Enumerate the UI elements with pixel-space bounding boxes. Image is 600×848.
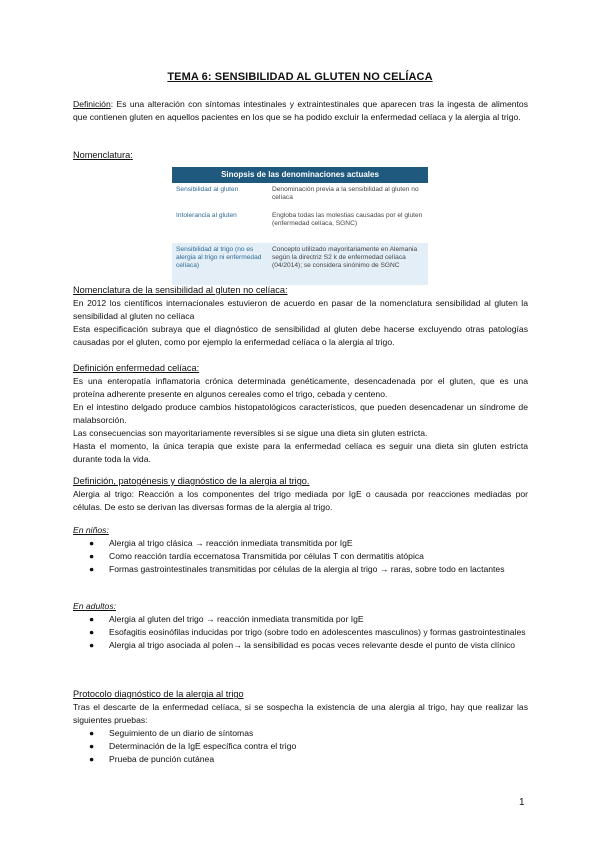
list-item-text: Seguimiento de un diario de síntomas (109, 728, 254, 738)
table-row (172, 183, 428, 209)
page-number: 1 (519, 797, 525, 808)
nomenclature-sensitivity-p1: En 2012 los científicos internacionales estuvieron de acuerdo en pasar de la nomenclatura sensibilidad al gluten la sensibilidad al gluten no celíaca (73, 298, 528, 321)
table-row (172, 243, 428, 285)
table-term: Sensibilidad al trigo (no es alergia al trigo ni enfermedad celíaca) (176, 246, 262, 269)
list-item-text: Alergia al trigo clásica → reacción inmediata transmitida por IgE (109, 538, 353, 548)
list-item-text: Determinación de la IgE específica contra el trigo (109, 741, 297, 751)
definition-label: Definición (73, 99, 111, 109)
adults-list (73, 613, 528, 652)
table-desc: Concepto utilizado mayoritariamente en Alemania según la directriz S2 k de enfermedad celíaca (04/2014); se considera sinónimo de SGNC (272, 246, 418, 269)
allergy-heading-text: Definición, patogénesis y diagnóstico de la alergia al trigo (73, 476, 307, 486)
allergy-p1: Alergia al trigo: Reacción a los componentes del trigo mediada por IgE o causada por reacciones mediadas por células. De esto se derivan las diversas formas de la alergia al trigo. (73, 489, 528, 512)
celiac-p1: Es una enteropatía inflamatoria crónica determinada genéticamente, desencadenada por el gluten, que es una proteína adherente presente en algunos cereales como el trigo, cebada y centeno. (73, 376, 528, 399)
nomenclature-sensitivity-p2: Esta especificación subraya que el diagnóstico de sensibilidad al gluten debe hacerse excluyendo otras patologías causadas por el gluten, como por ejemplo la enfermedad celíaca o la alergia al trigo. (73, 324, 528, 347)
nomenclature-heading: Nomenclatura: (73, 150, 133, 160)
bullet-icon: ● (89, 754, 95, 764)
celiac-p3: Las consecuencias son mayoritariamente reversibles si se sigue una dieta sin gluten estricta. (73, 428, 428, 438)
table-desc: Engloba todas las molestias causadas por el gluten (enfermedad celíaca, SGNC) (272, 212, 423, 227)
bullet-icon: ● (89, 538, 95, 548)
bullet-icon: ● (89, 614, 95, 624)
list-item (73, 753, 528, 766)
table-header: Sinopsis de las denominaciones actuales (172, 167, 428, 183)
allergy-heading-dot: . (306, 476, 310, 486)
protocol-list (73, 727, 528, 766)
adults-label: En adultos: (73, 601, 116, 611)
list-item (73, 727, 528, 740)
protocol-heading: Protocolo diagnóstico de la alergia al trigo (73, 689, 244, 699)
nomenclature-label: Nomenclatura (73, 150, 131, 160)
list-item (73, 740, 528, 753)
list-item (73, 639, 528, 652)
list-item (73, 537, 528, 550)
bullet-icon: ● (89, 640, 95, 650)
celiac-definition-heading: Definición enfermedad celíaca: (73, 363, 200, 373)
celiac-p4: Hasta el momento, la única terapia que existe para la enfermedad celíaca es seguir una dieta sin gluten estricta durante toda la vida. (73, 441, 528, 464)
bullet-icon: ● (89, 741, 95, 751)
list-item-text: Prueba de punción cutánea (109, 754, 215, 764)
allergy-heading (73, 476, 309, 486)
table-term: Intolerancia al gluten (176, 212, 237, 219)
list-item (73, 626, 528, 639)
protocol-p1: Tras el descarte de la enfermedad celíaca, si se sospecha la existencia de una alergia al trigo, hay que realizar las siguientes pruebas: (73, 702, 528, 725)
definition-paragraph (73, 98, 528, 124)
celiac-p2: En el intestino delgado produce cambios histopatológicos característicos, que pueden desencadenar un síndrome de malabsorción. (73, 402, 528, 425)
list-item-text: Alergia al trigo asociada al polen→ la sensibilidad es pocas veces relevante desde el punto de vista clínico (109, 640, 516, 650)
table-row (172, 209, 428, 243)
children-list (73, 537, 528, 576)
children-label: En niños: (73, 525, 109, 535)
bullet-icon: ● (89, 627, 95, 637)
synopsis-table (172, 167, 428, 279)
table-term: Sensibilidad al gluten (176, 186, 239, 193)
table-desc: Denominación previa a la sensibilidad al gluten no celíaca (272, 186, 419, 201)
list-item (73, 613, 528, 626)
bullet-icon: ● (89, 551, 95, 561)
list-item-text: Como reacción tardía eccematosa Transmitida por células T con dermatitis atópica (109, 551, 424, 561)
page-title: TEMA 6: SENSIBILIDAD AL GLUTEN NO CELÍACA (167, 71, 433, 83)
list-item (73, 563, 528, 576)
list-item-text: Esofagitis eosinófilas inducidas por trigo (sobre todo en adolescentes masculinos) y formas gastrointestinales (109, 627, 526, 637)
definition-text: : Es una alteración con síntomas intestinales y extraintestinales que aparecen tras la ingesta de alimentos que contienen gluten en aquellos pacientes en los que se ha podido excluir la enfermedad celíaca y la alergia al trigo. (73, 99, 528, 122)
bullet-icon: ● (89, 564, 95, 574)
list-item (73, 550, 528, 563)
bullet-icon: ● (89, 728, 95, 738)
list-item-text: Alergia al gluten del trigo → reacción inmediata transmitida por IgE (109, 614, 364, 624)
list-item-text: Formas gastrointestinales transmitidas por células de la alergia al trigo → raras, sobre todo en lactantes (109, 564, 505, 574)
nomenclature-sensitivity-heading: Nomenclatura de la sensibilidad al gluten no celíaca: (73, 285, 288, 295)
